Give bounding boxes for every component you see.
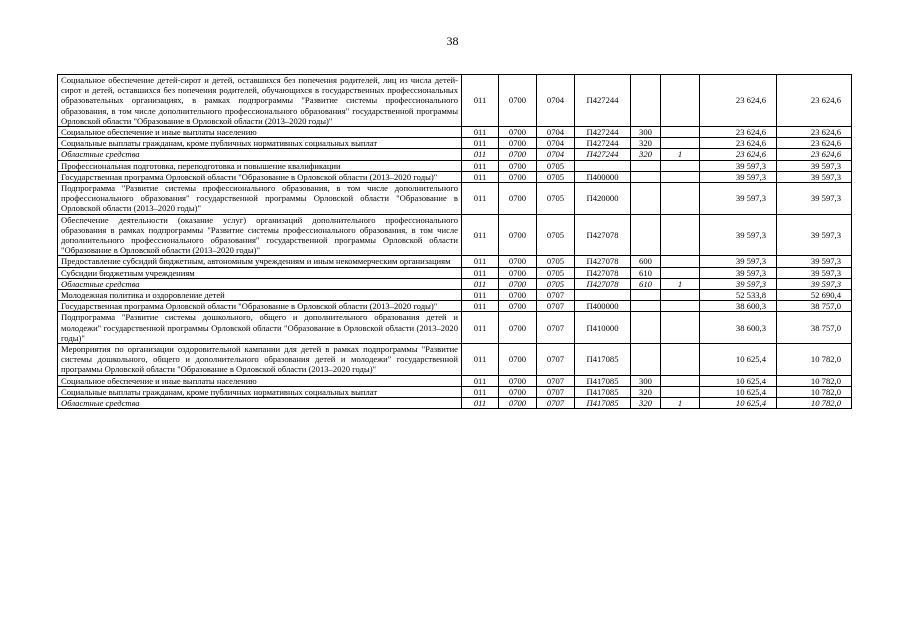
cell-funding-source xyxy=(661,171,700,182)
cell-ministry-code: 011 xyxy=(462,290,499,301)
cell-amount-year2: 52 690,4 xyxy=(777,290,852,301)
cell-target-article: П417085 xyxy=(575,398,631,409)
cell-amount-year1: 39 597,3 xyxy=(700,278,777,289)
cell-ministry-code: 011 xyxy=(462,214,499,256)
cell-ministry-code: 011 xyxy=(462,256,499,267)
cell-target-article: П417085 xyxy=(575,386,631,397)
cell-amount-year2: 23 624,6 xyxy=(777,75,852,127)
cell-amount-year1: 39 597,3 xyxy=(700,267,777,278)
table-row xyxy=(58,214,852,256)
cell-expense-type: 610 xyxy=(631,267,661,278)
row-description: Областные средства xyxy=(58,398,462,409)
table-row xyxy=(58,344,852,376)
cell-funding-source xyxy=(661,256,700,267)
row-description: Социальные выплаты гражданам, кроме публичных нормативных социальных выплат xyxy=(58,386,462,397)
cell-subsection-code: 0707 xyxy=(537,375,575,386)
cell-funding-source xyxy=(661,75,700,127)
table-row xyxy=(58,127,852,138)
cell-subsection-code: 0707 xyxy=(537,301,575,312)
cell-target-article: П427244 xyxy=(575,138,631,149)
cell-amount-year1: 23 624,6 xyxy=(700,127,777,138)
cell-target-article: П427244 xyxy=(575,149,631,160)
cell-amount-year1: 39 597,3 xyxy=(700,160,777,171)
cell-section-code: 0700 xyxy=(499,160,537,171)
cell-subsection-code: 0704 xyxy=(537,149,575,160)
cell-ministry-code: 011 xyxy=(462,312,499,344)
table-row xyxy=(58,312,852,344)
row-description: Подпрограмма "Развитие системы дошкольного, общего и дополнительного образования детей и молодежи" государственной программы Орловской области "Образование в Орловской области (2013–2020 годы)" xyxy=(58,312,462,344)
cell-funding-source xyxy=(661,183,700,215)
table-row xyxy=(58,149,852,160)
cell-subsection-code: 0705 xyxy=(537,278,575,289)
row-description: Профессиональная подготовка, переподготовка и повышение квалификации xyxy=(58,160,462,171)
table-row xyxy=(58,171,852,182)
cell-funding-source xyxy=(661,344,700,376)
table-row xyxy=(58,256,852,267)
table-row xyxy=(58,398,852,409)
cell-subsection-code: 0707 xyxy=(537,398,575,409)
cell-expense-type xyxy=(631,160,661,171)
table-row xyxy=(58,75,852,127)
cell-section-code: 0700 xyxy=(499,214,537,256)
cell-amount-year2: 10 782,0 xyxy=(777,375,852,386)
cell-ministry-code: 011 xyxy=(462,344,499,376)
cell-amount-year2: 39 597,3 xyxy=(777,267,852,278)
cell-funding-source xyxy=(661,267,700,278)
cell-funding-source xyxy=(661,312,700,344)
cell-expense-type xyxy=(631,312,661,344)
cell-amount-year2: 10 782,0 xyxy=(777,344,852,376)
cell-expense-type xyxy=(631,301,661,312)
cell-expense-type xyxy=(631,214,661,256)
table-row xyxy=(58,267,852,278)
cell-expense-type: 300 xyxy=(631,127,661,138)
row-description: Мероприятия по организации оздоровительной кампании для детей в рамках подпрограммы "Развитие системы дошкольного, общего и дополнительного образования детей и молодежи" государственной программы Орловской области "Образование в Орловской области (2013–2020 годы)" xyxy=(58,344,462,376)
table-row xyxy=(58,386,852,397)
cell-subsection-code: 0707 xyxy=(537,386,575,397)
cell-amount-year2: 39 597,3 xyxy=(777,256,852,267)
cell-expense-type xyxy=(631,75,661,127)
cell-subsection-code: 0707 xyxy=(537,312,575,344)
cell-target-article: П400000 xyxy=(575,301,631,312)
cell-target-article xyxy=(575,160,631,171)
cell-ministry-code: 011 xyxy=(462,127,499,138)
cell-amount-year2: 39 597,3 xyxy=(777,160,852,171)
cell-target-article: П427244 xyxy=(575,127,631,138)
cell-target-article: П427078 xyxy=(575,267,631,278)
cell-amount-year2: 23 624,6 xyxy=(777,149,852,160)
cell-expense-type xyxy=(631,344,661,376)
cell-amount-year1: 23 624,6 xyxy=(700,75,777,127)
cell-section-code: 0700 xyxy=(499,301,537,312)
cell-target-article: П420000 xyxy=(575,183,631,215)
cell-ministry-code: 011 xyxy=(462,278,499,289)
cell-target-article: П410000 xyxy=(575,312,631,344)
table-row xyxy=(58,375,852,386)
cell-funding-source xyxy=(661,138,700,149)
page-number: 38 xyxy=(446,34,459,48)
cell-subsection-code: 0705 xyxy=(537,171,575,182)
row-description: Субсидии бюджетным учреждениям xyxy=(58,267,462,278)
row-description: Обеспечение деятельности (оказание услуг) организаций дополнительного профессионального образования в рамках подпрограммы "Развитие системы профессионального образования, в том числе дополнительного профессионального образования" государственной программы Орловской области "Образование в Орловской области (2013–2020 годы)" xyxy=(58,214,462,256)
row-description: Социальное обеспечение детей-сирот и детей, оставшихся без попечения родителей, лиц из числа детей-сирот и детей, оставшихся без попечения родителей, обучающихся в государственных профессиональных образовательных организациях, в рамках подпрограммы "Развитие системы профессионального образования, в том числе дополнительного профессионального образования" государственной программы Орловской области "Образование в Орловской области (2013–2020 годы)" xyxy=(58,75,462,127)
cell-ministry-code: 011 xyxy=(462,398,499,409)
row-description: Социальное обеспечение и иные выплаты населению xyxy=(58,375,462,386)
table-row xyxy=(58,290,852,301)
cell-amount-year2: 23 624,6 xyxy=(777,127,852,138)
cell-subsection-code: 0704 xyxy=(537,138,575,149)
cell-amount-year2: 39 597,3 xyxy=(777,183,852,215)
cell-ministry-code: 011 xyxy=(462,160,499,171)
cell-funding-source xyxy=(661,375,700,386)
cell-target-article xyxy=(575,290,631,301)
cell-subsection-code: 0707 xyxy=(537,290,575,301)
cell-section-code: 0700 xyxy=(499,256,537,267)
row-description: Социальное обеспечение и иные выплаты населению xyxy=(58,127,462,138)
cell-amount-year2: 23 624,6 xyxy=(777,138,852,149)
cell-expense-type: 320 xyxy=(631,386,661,397)
cell-target-article: П427078 xyxy=(575,214,631,256)
cell-expense-type: 610 xyxy=(631,278,661,289)
cell-ministry-code: 011 xyxy=(462,267,499,278)
cell-amount-year2: 10 782,0 xyxy=(777,398,852,409)
cell-funding-source xyxy=(661,290,700,301)
cell-section-code: 0700 xyxy=(499,344,537,376)
cell-expense-type: 600 xyxy=(631,256,661,267)
cell-subsection-code: 0705 xyxy=(537,183,575,215)
table-row xyxy=(58,138,852,149)
cell-target-article: П427078 xyxy=(575,278,631,289)
cell-ministry-code: 011 xyxy=(462,301,499,312)
cell-amount-year2: 39 597,3 xyxy=(777,278,852,289)
cell-expense-type xyxy=(631,290,661,301)
cell-section-code: 0700 xyxy=(499,171,537,182)
cell-section-code: 0700 xyxy=(499,386,537,397)
row-description: Предоставление субсидий бюджетным, автономным учреждениям и иным некоммерческим организациям xyxy=(58,256,462,267)
row-description: Социальные выплаты гражданам, кроме публичных нормативных социальных выплат xyxy=(58,138,462,149)
cell-ministry-code: 011 xyxy=(462,183,499,215)
cell-ministry-code: 011 xyxy=(462,171,499,182)
cell-amount-year1: 10 625,4 xyxy=(700,386,777,397)
cell-section-code: 0700 xyxy=(499,149,537,160)
cell-section-code: 0700 xyxy=(499,398,537,409)
cell-expense-type: 320 xyxy=(631,149,661,160)
cell-section-code: 0700 xyxy=(499,75,537,127)
cell-expense-type xyxy=(631,183,661,215)
cell-amount-year2: 10 782,0 xyxy=(777,386,852,397)
cell-section-code: 0700 xyxy=(499,127,537,138)
cell-section-code: 0700 xyxy=(499,138,537,149)
cell-funding-source xyxy=(661,386,700,397)
row-description: Областные средства xyxy=(58,278,462,289)
row-description: Государственная программа Орловской области "Образование в Орловской области (2013–2020 годы)" xyxy=(58,301,462,312)
cell-amount-year1: 39 597,3 xyxy=(700,171,777,182)
cell-amount-year2: 39 597,3 xyxy=(777,171,852,182)
cell-subsection-code: 0705 xyxy=(537,160,575,171)
cell-amount-year2: 38 757,0 xyxy=(777,301,852,312)
cell-expense-type xyxy=(631,171,661,182)
table-row xyxy=(58,183,852,215)
cell-amount-year1: 39 597,3 xyxy=(700,214,777,256)
cell-section-code: 0700 xyxy=(499,278,537,289)
cell-ministry-code: 011 xyxy=(462,386,499,397)
cell-funding-source: 1 xyxy=(661,278,700,289)
table-row xyxy=(58,278,852,289)
cell-subsection-code: 0705 xyxy=(537,256,575,267)
cell-amount-year2: 39 597,3 xyxy=(777,214,852,256)
row-description: Государственная программа Орловской области "Образование в Орловской области (2013–2020 годы)" xyxy=(58,171,462,182)
cell-funding-source xyxy=(661,160,700,171)
cell-amount-year1: 23 624,6 xyxy=(700,138,777,149)
cell-amount-year2: 38 757,0 xyxy=(777,312,852,344)
cell-expense-type: 300 xyxy=(631,375,661,386)
cell-subsection-code: 0705 xyxy=(537,214,575,256)
cell-section-code: 0700 xyxy=(499,290,537,301)
table-row xyxy=(58,160,852,171)
table-row xyxy=(58,301,852,312)
cell-target-article: П427244 xyxy=(575,75,631,127)
budget-table xyxy=(57,74,852,409)
cell-amount-year1: 39 597,3 xyxy=(700,256,777,267)
cell-amount-year1: 38 600,3 xyxy=(700,312,777,344)
cell-section-code: 0700 xyxy=(499,375,537,386)
cell-amount-year1: 10 625,4 xyxy=(700,375,777,386)
cell-funding-source xyxy=(661,214,700,256)
cell-ministry-code: 011 xyxy=(462,149,499,160)
cell-funding-source: 1 xyxy=(661,398,700,409)
cell-expense-type: 320 xyxy=(631,398,661,409)
cell-ministry-code: 011 xyxy=(462,75,499,127)
cell-section-code: 0700 xyxy=(499,183,537,215)
cell-amount-year1: 23 624,6 xyxy=(700,149,777,160)
cell-amount-year1: 10 625,4 xyxy=(700,398,777,409)
cell-ministry-code: 011 xyxy=(462,138,499,149)
cell-subsection-code: 0705 xyxy=(537,267,575,278)
cell-expense-type: 320 xyxy=(631,138,661,149)
row-description: Молодежная политика и оздоровление детей xyxy=(58,290,462,301)
cell-target-article: П417085 xyxy=(575,375,631,386)
cell-subsection-code: 0707 xyxy=(537,344,575,376)
cell-section-code: 0700 xyxy=(499,312,537,344)
cell-subsection-code: 0704 xyxy=(537,127,575,138)
cell-amount-year1: 38 600,3 xyxy=(700,301,777,312)
cell-target-article: П417085 xyxy=(575,344,631,376)
cell-amount-year1: 39 597,3 xyxy=(700,183,777,215)
cell-ministry-code: 011 xyxy=(462,375,499,386)
cell-funding-source: 1 xyxy=(661,149,700,160)
cell-funding-source xyxy=(661,301,700,312)
cell-target-article: П400000 xyxy=(575,171,631,182)
cell-amount-year1: 10 625,4 xyxy=(700,344,777,376)
cell-subsection-code: 0704 xyxy=(537,75,575,127)
row-description: Подпрограмма "Развитие системы профессионального образования, в том числе дополнительного профессионального образования" государственной программы Орловской области "Образование в Орловской области (2013–2020 годы)" xyxy=(58,183,462,215)
cell-section-code: 0700 xyxy=(499,267,537,278)
cell-funding-source xyxy=(661,127,700,138)
cell-amount-year1: 52 533,8 xyxy=(700,290,777,301)
row-description: Областные средства xyxy=(58,149,462,160)
cell-target-article: П427078 xyxy=(575,256,631,267)
